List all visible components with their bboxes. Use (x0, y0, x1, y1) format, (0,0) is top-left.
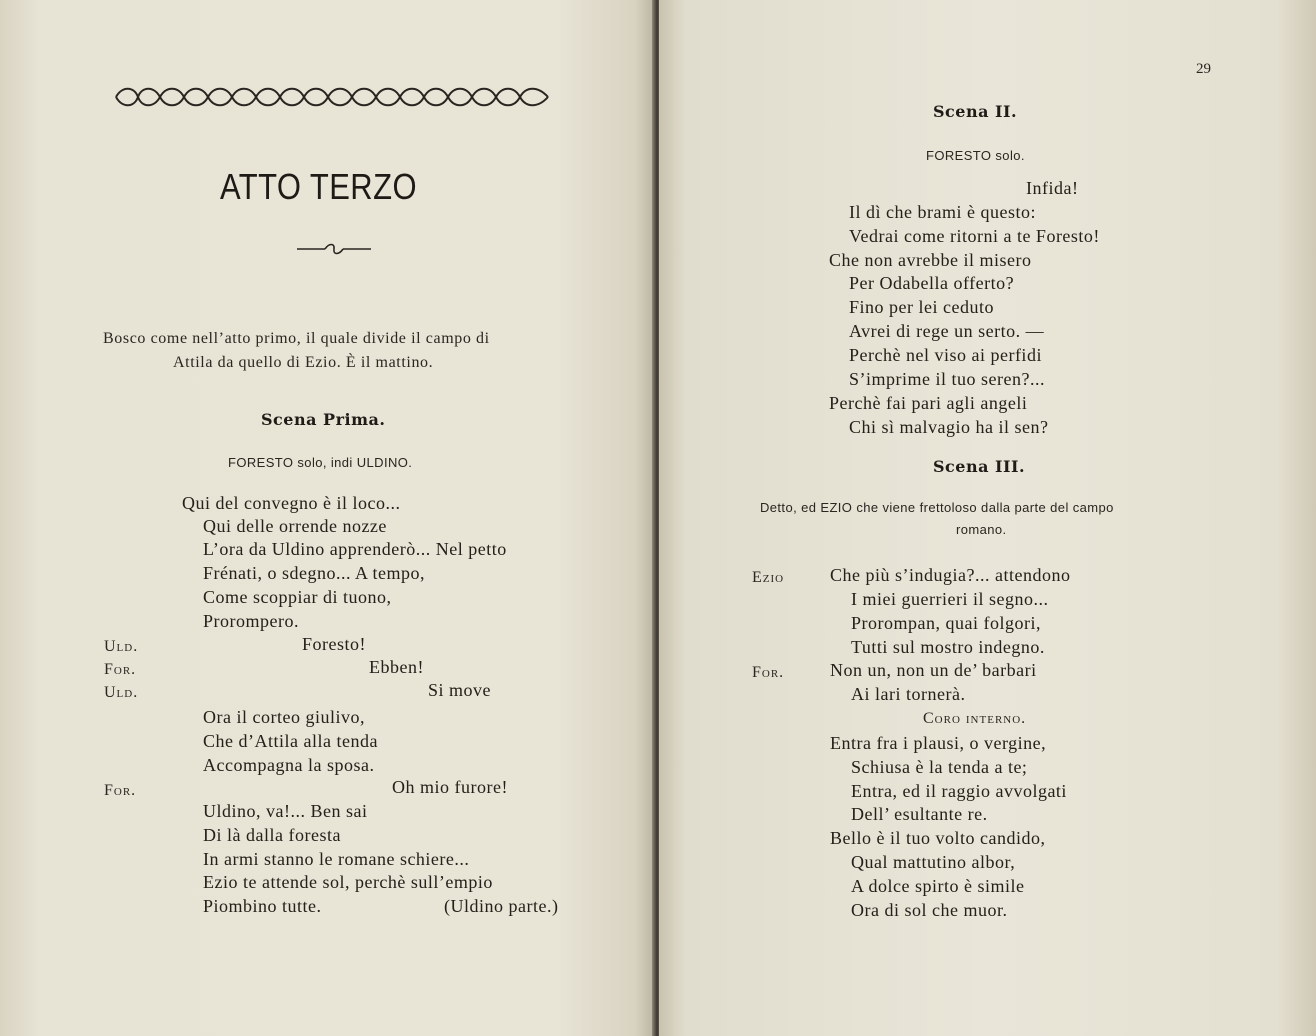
verse-line: Perchè fai pari agli angeli (829, 393, 1028, 413)
verse-line: Entra fra i plausi, o vergine, (830, 733, 1047, 753)
scene-description-line-1: Detto, ed EZIO che viene frettoloso dalla parte del campo (760, 500, 1114, 515)
verse-line: L’ora da Uldino apprenderò... Nel petto (203, 539, 507, 559)
verse-line: Si move (428, 680, 492, 700)
verse-line: A dolce spirto è simile (851, 876, 1025, 896)
verse-line: Infida! (1026, 178, 1079, 198)
verse-line: Entra, ed il raggio avvolgati (851, 781, 1067, 801)
verse-line: Per Odabella offerto? (849, 273, 1015, 293)
verse-line: S’imprime il tuo seren?... (849, 369, 1045, 389)
scene-title: Scena II. (933, 102, 1018, 121)
verse-line: Ora il corteo giulivo, (203, 707, 365, 727)
verse-line: Frénati, o sdegno... A tempo, (203, 563, 425, 583)
verse-line: Prorompero. (203, 611, 299, 631)
verse-line: Dell’ esultante re. (851, 804, 988, 824)
verse-line: Il dì che brami è questo: (849, 202, 1036, 222)
scene-characters: FORESTO solo, indi ULDINO. (228, 455, 413, 470)
verse-line: Prorompan, quai folgori, (851, 613, 1041, 633)
setting-line-2: Attila da quello di Ezio. È il mattino. (173, 354, 434, 371)
verse-line: Ebben! (369, 657, 424, 677)
verse-line: Piombino tutte. (203, 896, 322, 916)
right-page (659, 0, 1316, 1036)
verse-line: I miei guerrieri il segno... (851, 589, 1049, 609)
verse-line: Qui delle orrende nozze (203, 516, 387, 536)
scene-title: Scena Prima. (261, 410, 386, 429)
speaker-label: Uld. (104, 638, 139, 655)
verse-line: Ai lari tornerà. (851, 684, 966, 704)
verse-line: Come scoppiar di tuono, (203, 587, 392, 607)
divider-ornament-icon (295, 240, 373, 258)
left-page (0, 0, 655, 1036)
speaker-label: Uld. (104, 684, 139, 701)
page-number: 29 (1196, 61, 1211, 77)
ornament-band-icon (112, 82, 552, 112)
scene-title: Scena III. (933, 457, 1026, 476)
speaker-label: Ezio (752, 569, 785, 586)
setting-line-1: Bosco come nell’atto primo, il quale divide il campo di (103, 330, 490, 347)
verse-line: Bello è il tuo volto candido, (830, 828, 1046, 848)
verse-line: Ora di sol che muor. (851, 900, 1008, 920)
verse-line: Che non avrebbe il misero (829, 250, 1032, 270)
speaker-label: For. (104, 661, 137, 678)
verse-line: Chi sì malvagio ha il sen? (849, 417, 1049, 437)
verse-line: Schiusa è la tenda a te; (851, 757, 1028, 777)
verse-line: Che più s’indugia?... attendono (830, 565, 1071, 585)
verse-line: Avrei di rege un serto. — (849, 321, 1045, 341)
verse-line: Vedrai come ritorni a te Foresto! (849, 226, 1100, 246)
verse-line: Non un, non un de’ barbari (830, 660, 1037, 680)
verse-line: Ezio te attende sol, perchè sull’empio (203, 872, 493, 892)
stage-direction: (Uldino parte.) (444, 896, 559, 916)
speaker-label: For. (104, 782, 137, 799)
speaker-label: For. (752, 664, 785, 681)
verse-line: Qual mattutino albor, (851, 852, 1016, 872)
verse-line: Qui del convegno è il loco... (182, 493, 401, 513)
verse-line: Oh mio furore! (392, 777, 508, 797)
verse-line: Tutti sul mostro indegno. (851, 637, 1045, 657)
verse-line: Fino per lei ceduto (849, 297, 994, 317)
chorus-label: Coro interno. (923, 710, 1027, 727)
scene-characters: FORESTO solo. (926, 148, 1025, 163)
act-title: ATTO TERZO (220, 166, 417, 207)
verse-line: Foresto! (302, 634, 366, 654)
verse-line: Accompagna la sposa. (203, 755, 375, 775)
scene-description-line-2: romano. (956, 522, 1007, 537)
verse-line: Di là dalla foresta (203, 825, 341, 845)
verse-line: In armi stanno le romane schiere... (203, 849, 470, 869)
verse-line: Che d’Attila alla tenda (203, 731, 378, 751)
verse-line: Perchè nel viso ai perfidi (849, 345, 1042, 365)
verse-line: Uldino, va!... Ben sai (203, 801, 368, 821)
